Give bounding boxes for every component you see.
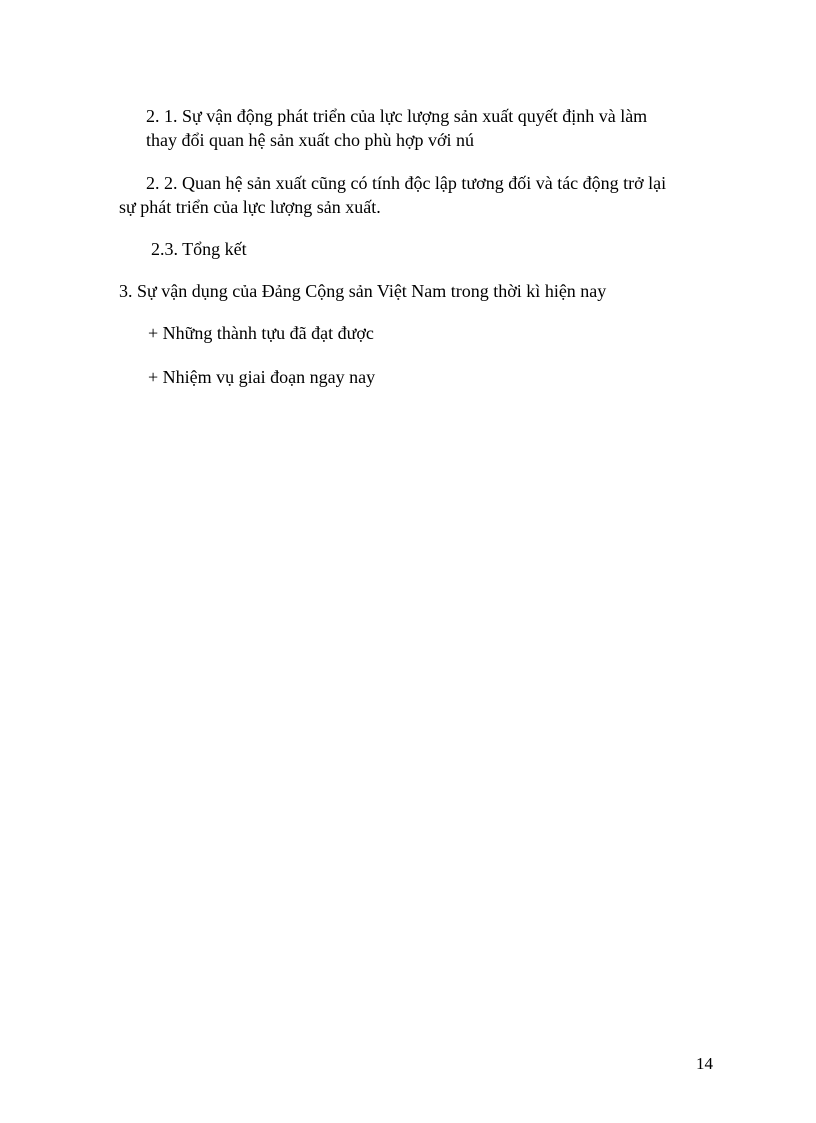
section-3-heading: 3. Sự vận dụng của Đảng Cộng sản Việt Nam trong thời kì hiện nay	[119, 281, 607, 301]
section-2-1-line-2: thay đổi quan hệ sản xuất cho phù hợp với nú	[146, 130, 474, 150]
section-2-2-line-2: sự phát triển của lực lượng sản xuất.	[119, 197, 381, 217]
bullet-achievements: + Những thành tựu đã đạt được	[148, 323, 374, 343]
section-2-3-heading: 2.3. Tổng kết	[151, 239, 247, 259]
page-number: 14	[696, 1054, 713, 1073]
section-2-2-line-1: 2. 2. Quan hệ sản xuất cũng có tính độc lập tương đối và tác động trở lại	[146, 173, 667, 193]
bullet-tasks: + Nhiệm vụ giai đoạn ngay nay	[148, 367, 376, 387]
section-2-1-line-1: 2. 1. Sự vận động phát triển của lực lượng sản xuất quyết định và làm	[146, 106, 648, 126]
